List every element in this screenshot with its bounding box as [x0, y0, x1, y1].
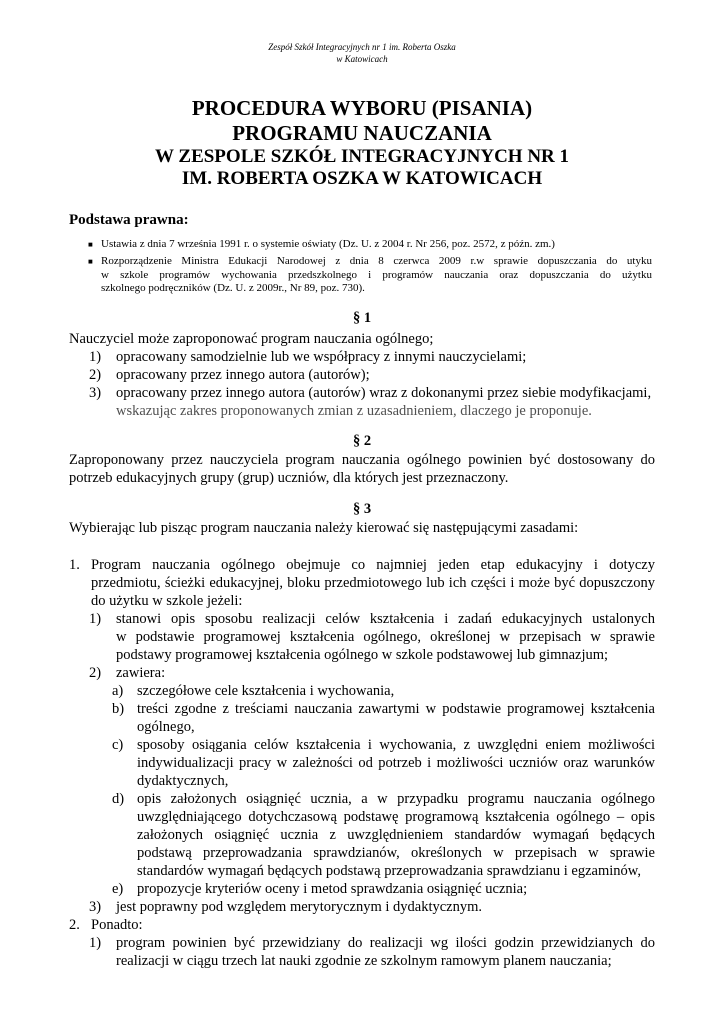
list-number: 3)	[89, 899, 102, 915]
letter-item-text: założonych osiągnięć ucznia z uwzględnieniem standardów wymagań będących	[137, 827, 655, 843]
point-1-text: przedmiotu, ścieżki edukacyjnej, bloku przedmiotowego lub ich części i może być dopuszczony	[91, 575, 655, 591]
subpoint-text: stanowi opis sposobu realizacji celów kształcenia i zadań edukacyjnych ustalonych	[116, 611, 655, 627]
letter-marker: d)	[112, 791, 125, 807]
letter-item-text: propozycje kryteriów oceny i metod sprawdzania osiągnięć ucznia;	[137, 881, 528, 897]
section-3-mark: § 3	[352, 501, 372, 517]
letter-item-text: treści zgodne z treściami nauczania zawartymi w podstawie programowej kształcenia	[137, 701, 655, 717]
letter-item-text: uwzględniającego dotychczasową podstawę programową kształcenia ogólnego – opis	[137, 809, 655, 825]
list-number: 2.	[69, 917, 80, 933]
subpoint-text: w podstawie programowej kształcenia ogólnego, określonej w przepisach w sprawie	[116, 629, 655, 645]
letter-marker: a)	[112, 683, 124, 699]
bullet-square-icon: ■	[88, 257, 93, 266]
page-header	[0, 41, 724, 65]
letter-item-text: ogólnego,	[137, 719, 195, 735]
subpoint-text: realizacji w ciągu trzech lat nauki zgodnie ze szkolnym ramowym planem nauczania;	[116, 953, 612, 969]
section-1-item: opracowany przez innego autora (autorów) wraz z dokonanymi przez siebie modyfikacjami,	[116, 385, 652, 401]
document-title	[0, 96, 724, 190]
section-1-item-cont: wskazując zakres proponowanych zmian z uzasadnieniem, dlaczego je proponuje.	[116, 403, 592, 419]
section-2-text: potrzeb edukacyjnych grupy (grup) uczniów, dla których jest przeznaczony.	[69, 470, 509, 486]
letter-item-text: indywidualizacji pracy w zależności od potrzeb i możliwości uczniów oraz warunków	[137, 755, 655, 771]
subpoint-text: podstawy programowej kształcenia ogólnego w szkole podstawowej lub gimnazjum;	[116, 647, 609, 663]
list-number: 1)	[89, 935, 102, 951]
list-number: 1)	[89, 611, 102, 627]
point-1-text: Program nauczania ogólnego obejmuje co najmniej jeden etap edukacyjny i dotyczy	[91, 557, 655, 573]
list-number: 1)	[89, 349, 102, 365]
legal-basis-item-cont: w szkole programów wychowania przedszkolnego i programów nauczania oraz dopuszczania do użytku	[101, 268, 652, 281]
section-1-mark: § 1	[352, 310, 372, 326]
point-2-text: Ponadto:	[91, 917, 143, 933]
header-line-2: w Katowicach	[336, 54, 388, 64]
list-number: 1.	[69, 557, 80, 573]
subpoint-text: zawiera:	[116, 665, 166, 681]
title-line-2: PROGRAMU NAUCZANIA	[232, 121, 492, 145]
letter-item-text: sposoby osiągania celów kształcenia i wychowania, z uwzględni eniem możliwości	[137, 737, 655, 753]
legal-basis-heading: Podstawa prawna:	[69, 212, 189, 228]
list-number: 2)	[89, 665, 102, 681]
letter-item-text: opis założonych osiągnięć ucznia, a w przypadku programu nauczania ogólnego	[137, 791, 655, 807]
letter-item-text: dydaktycznych,	[137, 773, 229, 789]
bullet-square-icon: ■	[88, 240, 93, 249]
header-line-1: Zespół Szkół Integracyjnych nr 1 im. Roberta Oszka	[268, 42, 456, 52]
letter-marker: e)	[112, 881, 124, 897]
letter-item-text: szczegółowe cele kształcenia i wychowania,	[137, 683, 395, 699]
section-3-intro: Wybierając lub pisząc program nauczania należy kierować się następującymi zasadami:	[69, 520, 579, 536]
legal-basis-item-cont: szkolnego podręczników (Dz. U. z 2009r., Nr 89, poz. 730).	[101, 282, 365, 294]
title-line-4: IM. ROBERTA OSZKA W KATOWICACH	[181, 168, 543, 189]
letter-item-text: standardów wymagań będących podstawą przeprowadzania sprawdzianu i egzaminów,	[137, 863, 641, 879]
subpoint-text: jest poprawny pod względem merytorycznym i dydaktycznym.	[116, 899, 483, 915]
section-1-intro: Nauczyciel może zaproponować program nauczania ogólnego;	[69, 331, 434, 347]
list-number: 2)	[89, 367, 102, 383]
section-1-item: opracowany samodzielnie lub we współpracy z innymi nauczycielami;	[116, 349, 527, 365]
point-1-text: do użytku w szkole jeżeli:	[91, 593, 243, 609]
letter-item-text: podstawą przeprowadzania sprawdzianów, określonych w przepisach w sprawie	[137, 845, 655, 861]
section-2-text: Zaproponowany przez nauczyciela program nauczania ogólnego powinien być dostosowany do	[69, 452, 655, 468]
letter-marker: b)	[112, 701, 125, 717]
title-line-3: W ZESPOLE SZKÓŁ INTEGRACYJNYCH NR 1	[154, 146, 570, 167]
letter-marker: c)	[112, 737, 124, 753]
subpoint-text: program powinien być przewidziany do realizacji wg ilości godzin przewidzianych do	[116, 935, 655, 951]
section-2-mark: § 2	[352, 433, 372, 449]
section-1-item: opracowany przez innego autora (autorów);	[116, 367, 370, 383]
legal-basis-item: Rozporządzenie Ministra Edukacji Narodowej z dnia 8 czerwca 2009 r.w sprawie dopuszczania do utyku	[101, 255, 652, 267]
title-line-1: PROCEDURA WYBORU (PISANIA)	[191, 96, 533, 120]
list-number: 3)	[89, 385, 102, 401]
legal-basis-item: Ustawia z dnia 7 września 1991 r. o systemie oświaty (Dz. U. z 2004 r. Nr 256, poz. 2572, z późn. zm.)	[101, 238, 555, 250]
